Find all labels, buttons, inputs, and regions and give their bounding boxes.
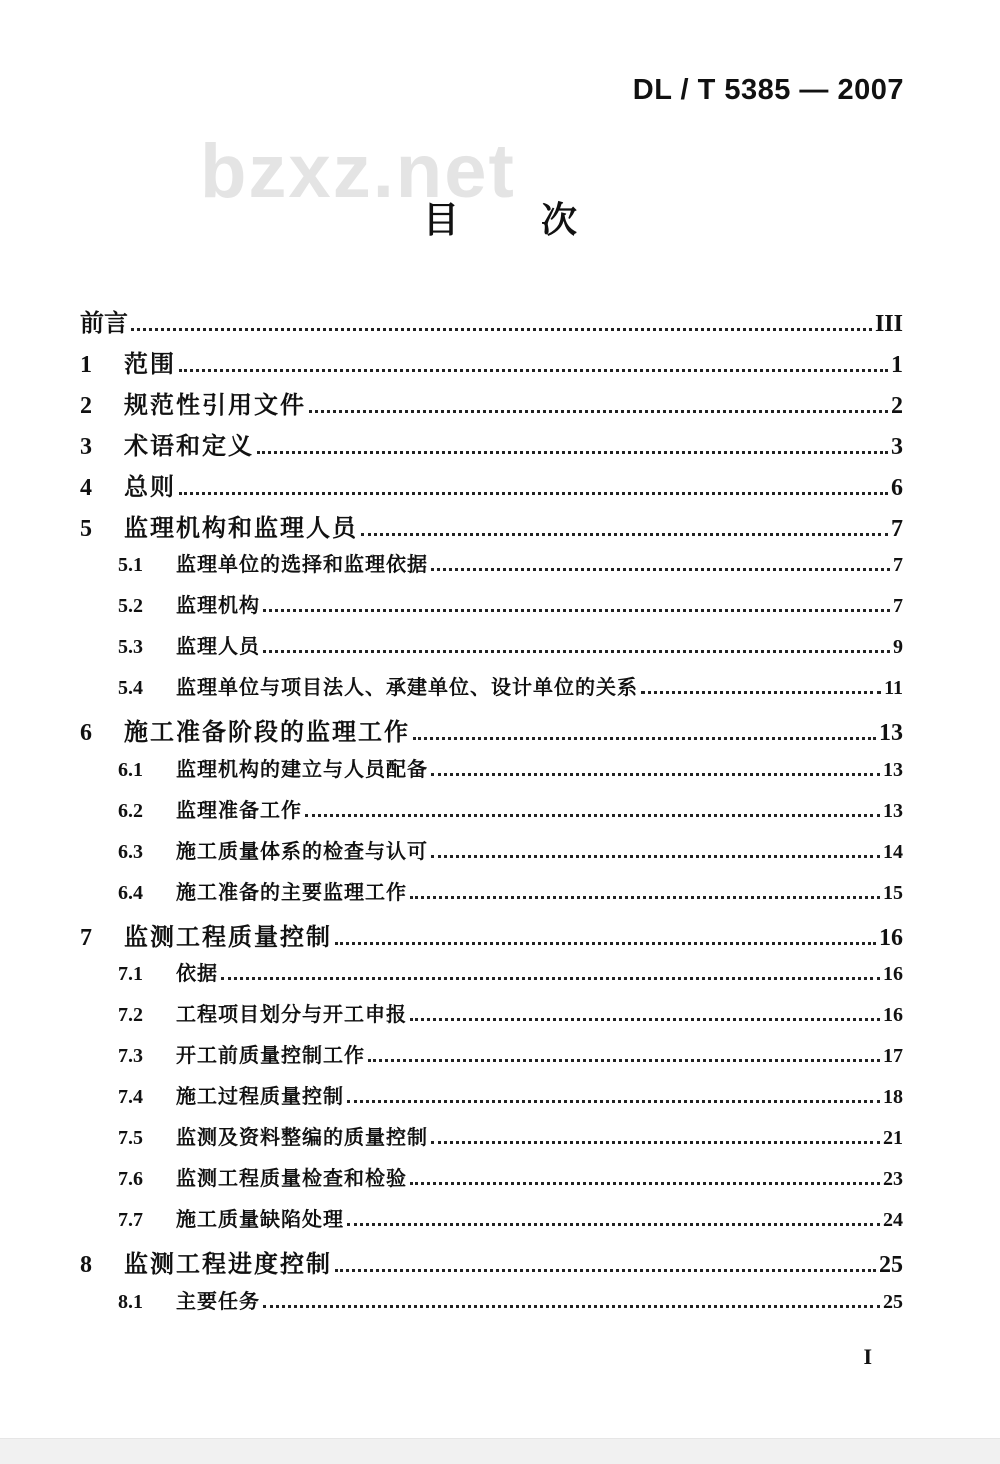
toc-dot-leader <box>305 814 880 817</box>
toc-entry-page: 18 <box>883 1086 903 1108</box>
toc-entry[interactable] <box>118 1203 903 1243</box>
toc-entry[interactable] <box>118 1080 903 1120</box>
toc-dot-leader <box>410 896 880 899</box>
toc-entry[interactable] <box>80 467 903 507</box>
toc-entry-title: 监理人员 <box>176 634 260 658</box>
watermark: bzxz.net <box>200 129 516 214</box>
toc-entry-number: 7.6 <box>118 1168 143 1190</box>
toc-entry-number: 7.2 <box>118 1004 143 1026</box>
toc-dot-leader <box>368 1059 880 1062</box>
toc-entry-title: 施工过程质量控制 <box>176 1084 344 1108</box>
toc-entry-title: 监理机构和监理人员 <box>124 514 358 542</box>
toc-entry-title: 依据 <box>176 961 218 985</box>
toc-entry-number: 5 <box>80 516 92 542</box>
toc-entry-page: 7 <box>891 516 903 542</box>
toc-dot-leader <box>641 691 881 694</box>
toc-entry-title: 规范性引用文件 <box>124 391 306 419</box>
toc-entry-title: 监理单位与项目法人、承建单位、设计单位的关系 <box>176 675 638 699</box>
toc-entry-page: 21 <box>883 1127 903 1149</box>
toc-dot-leader <box>431 855 880 858</box>
toc-entry[interactable] <box>80 917 903 957</box>
toc-entry-page: 7 <box>893 554 903 576</box>
toc-entry[interactable] <box>118 1121 903 1161</box>
toc-entry-title: 工程项目划分与开工申报 <box>176 1002 407 1026</box>
toc-entry-number: 1 <box>80 352 92 378</box>
toc-dot-leader <box>413 737 876 740</box>
toc-dot-leader <box>179 492 888 495</box>
page-number: I <box>863 1344 872 1369</box>
toc-dot-leader <box>309 410 888 413</box>
toc-entry[interactable] <box>118 671 903 711</box>
toc-dot-leader <box>263 609 890 612</box>
standard-code: DL / T 5385 — 2007 <box>632 74 904 106</box>
toc-entry-number: 7 <box>80 925 92 951</box>
toc-entry-number: 7.5 <box>118 1127 143 1149</box>
toc-entry[interactable] <box>80 385 903 425</box>
toc-entry-number: 6.1 <box>118 759 143 781</box>
toc-dot-leader <box>431 1141 880 1144</box>
toc-entry-number: 5.1 <box>118 554 143 576</box>
toc-dot-leader <box>410 1182 880 1185</box>
toc-entry-number: 3 <box>80 434 92 460</box>
toc-entry-title: 施工准备阶段的监理工作 <box>124 718 410 746</box>
toc-entry-number: 7.3 <box>118 1045 143 1067</box>
toc-entry[interactable] <box>118 589 903 629</box>
toc-dot-leader <box>335 942 876 945</box>
toc-entry-title: 监理准备工作 <box>176 798 302 822</box>
toc-dot-leader <box>263 650 890 653</box>
toc-entry-number: 8 <box>80 1252 92 1278</box>
toc-entry-page: III <box>874 311 903 337</box>
toc-entry-title: 施工质量缺陷处理 <box>176 1207 344 1231</box>
toc-entry-page: 13 <box>883 800 903 822</box>
toc-dot-leader <box>179 369 888 372</box>
toc-dot-leader <box>263 1305 880 1308</box>
toc-dot-leader <box>431 568 890 571</box>
toc-entry-number: 6 <box>80 720 92 746</box>
toc-entry-number: 7.4 <box>118 1086 143 1108</box>
toc-entry-page: 14 <box>883 841 903 863</box>
toc-entry[interactable] <box>118 957 903 997</box>
toc-entry-page: 16 <box>879 925 903 951</box>
toc-entry-number: 7.1 <box>118 963 143 985</box>
toc-entry-title: 术语和定义 <box>124 432 254 460</box>
toc-entry-title: 开工前质量控制工作 <box>176 1043 365 1067</box>
toc-entry-title: 施工准备的主要监理工作 <box>176 880 407 904</box>
toc-entry-page: 17 <box>883 1045 903 1067</box>
toc-dot-leader <box>221 977 880 980</box>
toc-entry[interactable] <box>118 1285 903 1325</box>
toc-entry-title: 监理机构的建立与人员配备 <box>176 757 428 781</box>
toc-entry-title: 主要任务 <box>176 1289 260 1313</box>
page-title: 目次 <box>422 200 659 241</box>
toc-entry-page: 2 <box>891 393 903 419</box>
toc-dot-leader <box>131 328 872 331</box>
toc-entry-number: 2 <box>80 393 92 419</box>
toc-dot-leader <box>347 1223 880 1226</box>
toc-entry[interactable] <box>118 794 903 834</box>
toc-entry-page: 13 <box>883 759 903 781</box>
toc-entry-title: 总则 <box>124 473 176 501</box>
toc-entry[interactable] <box>118 753 903 793</box>
toc-entry-number: 5.3 <box>118 636 143 658</box>
toc-entry-number: 5.4 <box>118 677 143 699</box>
toc-entry[interactable] <box>118 630 903 670</box>
toc-entry-page: 24 <box>883 1209 903 1231</box>
toc-entry-page: 25 <box>883 1291 903 1313</box>
toc-entry-page: 25 <box>879 1252 903 1278</box>
toc-entry-number: 4 <box>80 475 92 501</box>
toc-dot-leader <box>347 1100 880 1103</box>
toc-entry[interactable] <box>118 548 903 588</box>
toc-entry-page: 3 <box>891 434 903 460</box>
toc-entry-title: 监测工程进度控制 <box>124 1250 332 1278</box>
toc-entry-number: 7.7 <box>118 1209 143 1231</box>
toc-entry[interactable] <box>80 344 903 384</box>
toc-entry-title: 施工质量体系的检查与认可 <box>176 839 428 863</box>
toc-dot-leader <box>431 773 880 776</box>
toc-entry[interactable] <box>80 303 903 343</box>
toc-entry-title: 范围 <box>124 350 176 378</box>
toc-entry-page: 23 <box>883 1168 903 1190</box>
toc-dot-leader <box>257 451 888 454</box>
toc-entry-title: 监测及资料整编的质量控制 <box>176 1125 428 1149</box>
toc-entry[interactable] <box>118 835 903 875</box>
toc-entry[interactable] <box>80 508 903 548</box>
toc-entry-page: 6 <box>891 475 903 501</box>
toc-entry-number: 6.4 <box>118 882 143 904</box>
toc-dot-leader <box>335 1269 876 1272</box>
toc-entry-title: 监测工程质量控制 <box>124 923 332 951</box>
toc-entry-title: 前言 <box>80 309 128 337</box>
toc-entry[interactable] <box>80 712 903 752</box>
toc-entry-number: 8.1 <box>118 1291 143 1313</box>
toc-entry-page: 7 <box>893 595 903 617</box>
toc-entry-page: 9 <box>893 636 903 658</box>
toc-entry-page: 13 <box>879 720 903 746</box>
toc-entry[interactable] <box>80 426 903 466</box>
toc-dot-leader <box>410 1018 880 1021</box>
toc-entry-title: 监理单位的选择和监理依据 <box>176 552 428 576</box>
bottom-strip <box>0 1438 1000 1464</box>
toc-entry-title: 监理机构 <box>176 593 260 617</box>
toc-entry[interactable] <box>118 1162 903 1202</box>
toc-entry-number: 5.2 <box>118 595 143 617</box>
toc-entry-page: 1 <box>891 352 903 378</box>
toc-entry-page: 11 <box>884 677 903 699</box>
toc-entry-number: 6.3 <box>118 841 143 863</box>
toc-entry-page: 16 <box>883 1004 903 1026</box>
toc-entry-page: 15 <box>883 882 903 904</box>
toc-entry[interactable] <box>118 998 903 1038</box>
toc-entry-title: 监测工程质量检查和检验 <box>176 1166 407 1190</box>
toc-entry-page: 16 <box>883 963 903 985</box>
toc-entry[interactable] <box>118 1039 903 1079</box>
toc-dot-leader <box>361 533 888 536</box>
toc-entry[interactable] <box>118 876 903 916</box>
toc-entry-number: 6.2 <box>118 800 143 822</box>
toc-entry[interactable] <box>80 1244 903 1284</box>
